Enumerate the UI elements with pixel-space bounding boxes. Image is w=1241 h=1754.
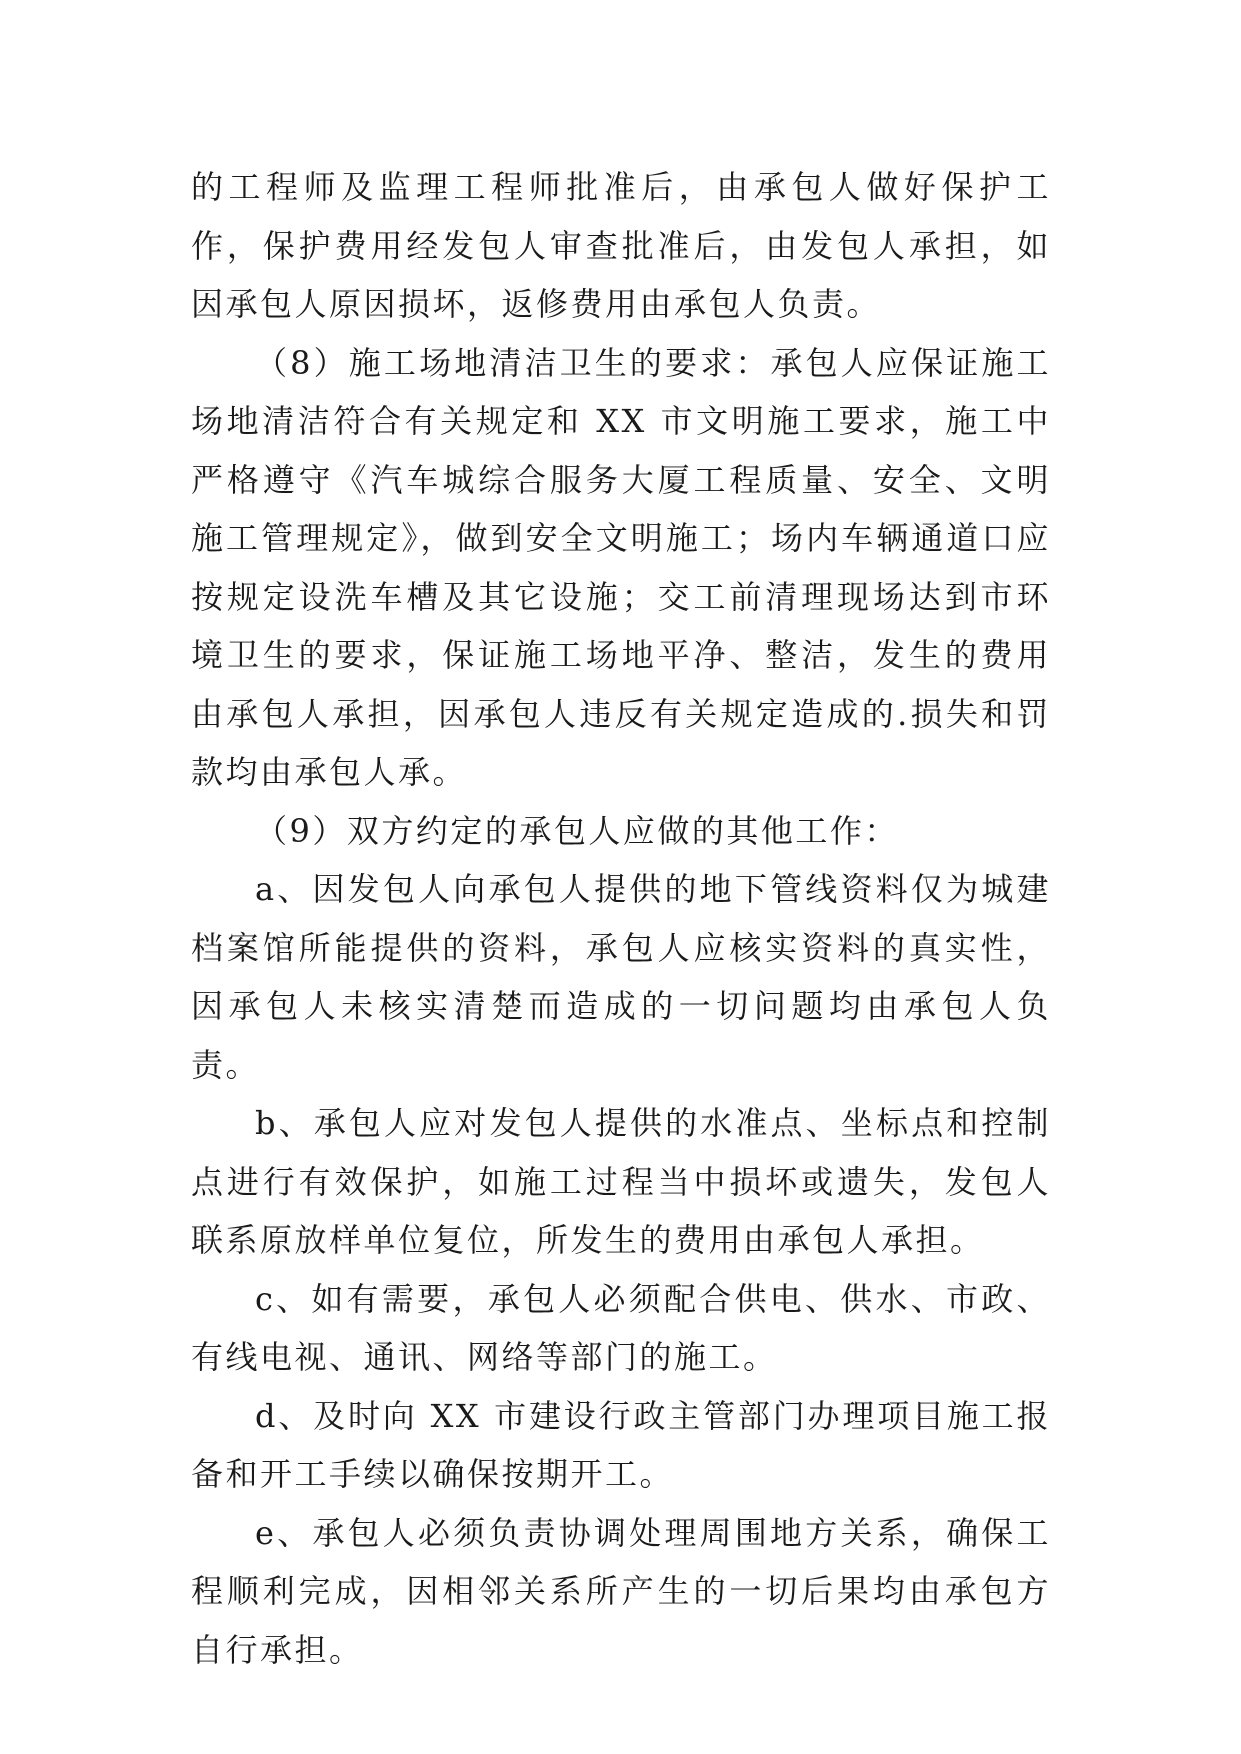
paragraph-subitem-a: a、因发包人向承包人提供的地下管线资料仅为城建档案馆所能提供的资料，承包人应核实资料的真实性，因承包人未核实清楚而造成的一切问题均由承包人负责。 bbox=[191, 870, 1051, 1084]
paragraph-item-8: （8）施工场地清洁卫生的要求：承包人应保证施工场地清洁符合有关规定和 XX 市文明施工要求，施工中严格遵守《汽车城综合服务大厦工程质量、安全、文明施工管理规定》，做到安全文明施工；场内车辆通道口应按规定设洗车槽及其它设施；交工前清理现场达到市环境卫生的要求，保证施工场地平净、整洁，发生的费用由承包人承担，因承包人违反有关规定造成的.损失和罚款均由承包人承。 bbox=[191, 343, 1051, 791]
paragraph-subitem-d: d、及时向 XX 市建设行政主管部门办理项目施工报备和开工手续以确保按期开工。 bbox=[191, 1396, 1051, 1493]
paragraph-subitem-b: b、承包人应对发包人提供的水准点、坐标点和控制点进行有效保护，如施工过程当中损坏或遗失，发包人联系原放样单位复位，所发生的费用由承包人承担。 bbox=[191, 1104, 1051, 1259]
paragraph-continuation: 的工程师及监理工程师批准后，由承包人做好保护工作，保护费用经发包人审查批准后，由发包人承担，如因承包人原因损坏，返修费用由承包人负责。 bbox=[191, 168, 1051, 323]
paragraph-subitem-e: e、承包人必须负责协调处理周围地方关系，确保工程顺利完成，因相邻关系所产生的一切后果均由承包方自行承担。 bbox=[191, 1513, 1051, 1669]
document-body bbox=[191, 158, 1051, 1679]
paragraph-subitem-c: c、如有需要，承包人必须配合供电、供水、市政、有线电视、通讯、网络等部门的施工。 bbox=[191, 1279, 1051, 1376]
paragraph-item-9: （9）双方约定的承包人应做的其他工作： bbox=[255, 811, 899, 850]
